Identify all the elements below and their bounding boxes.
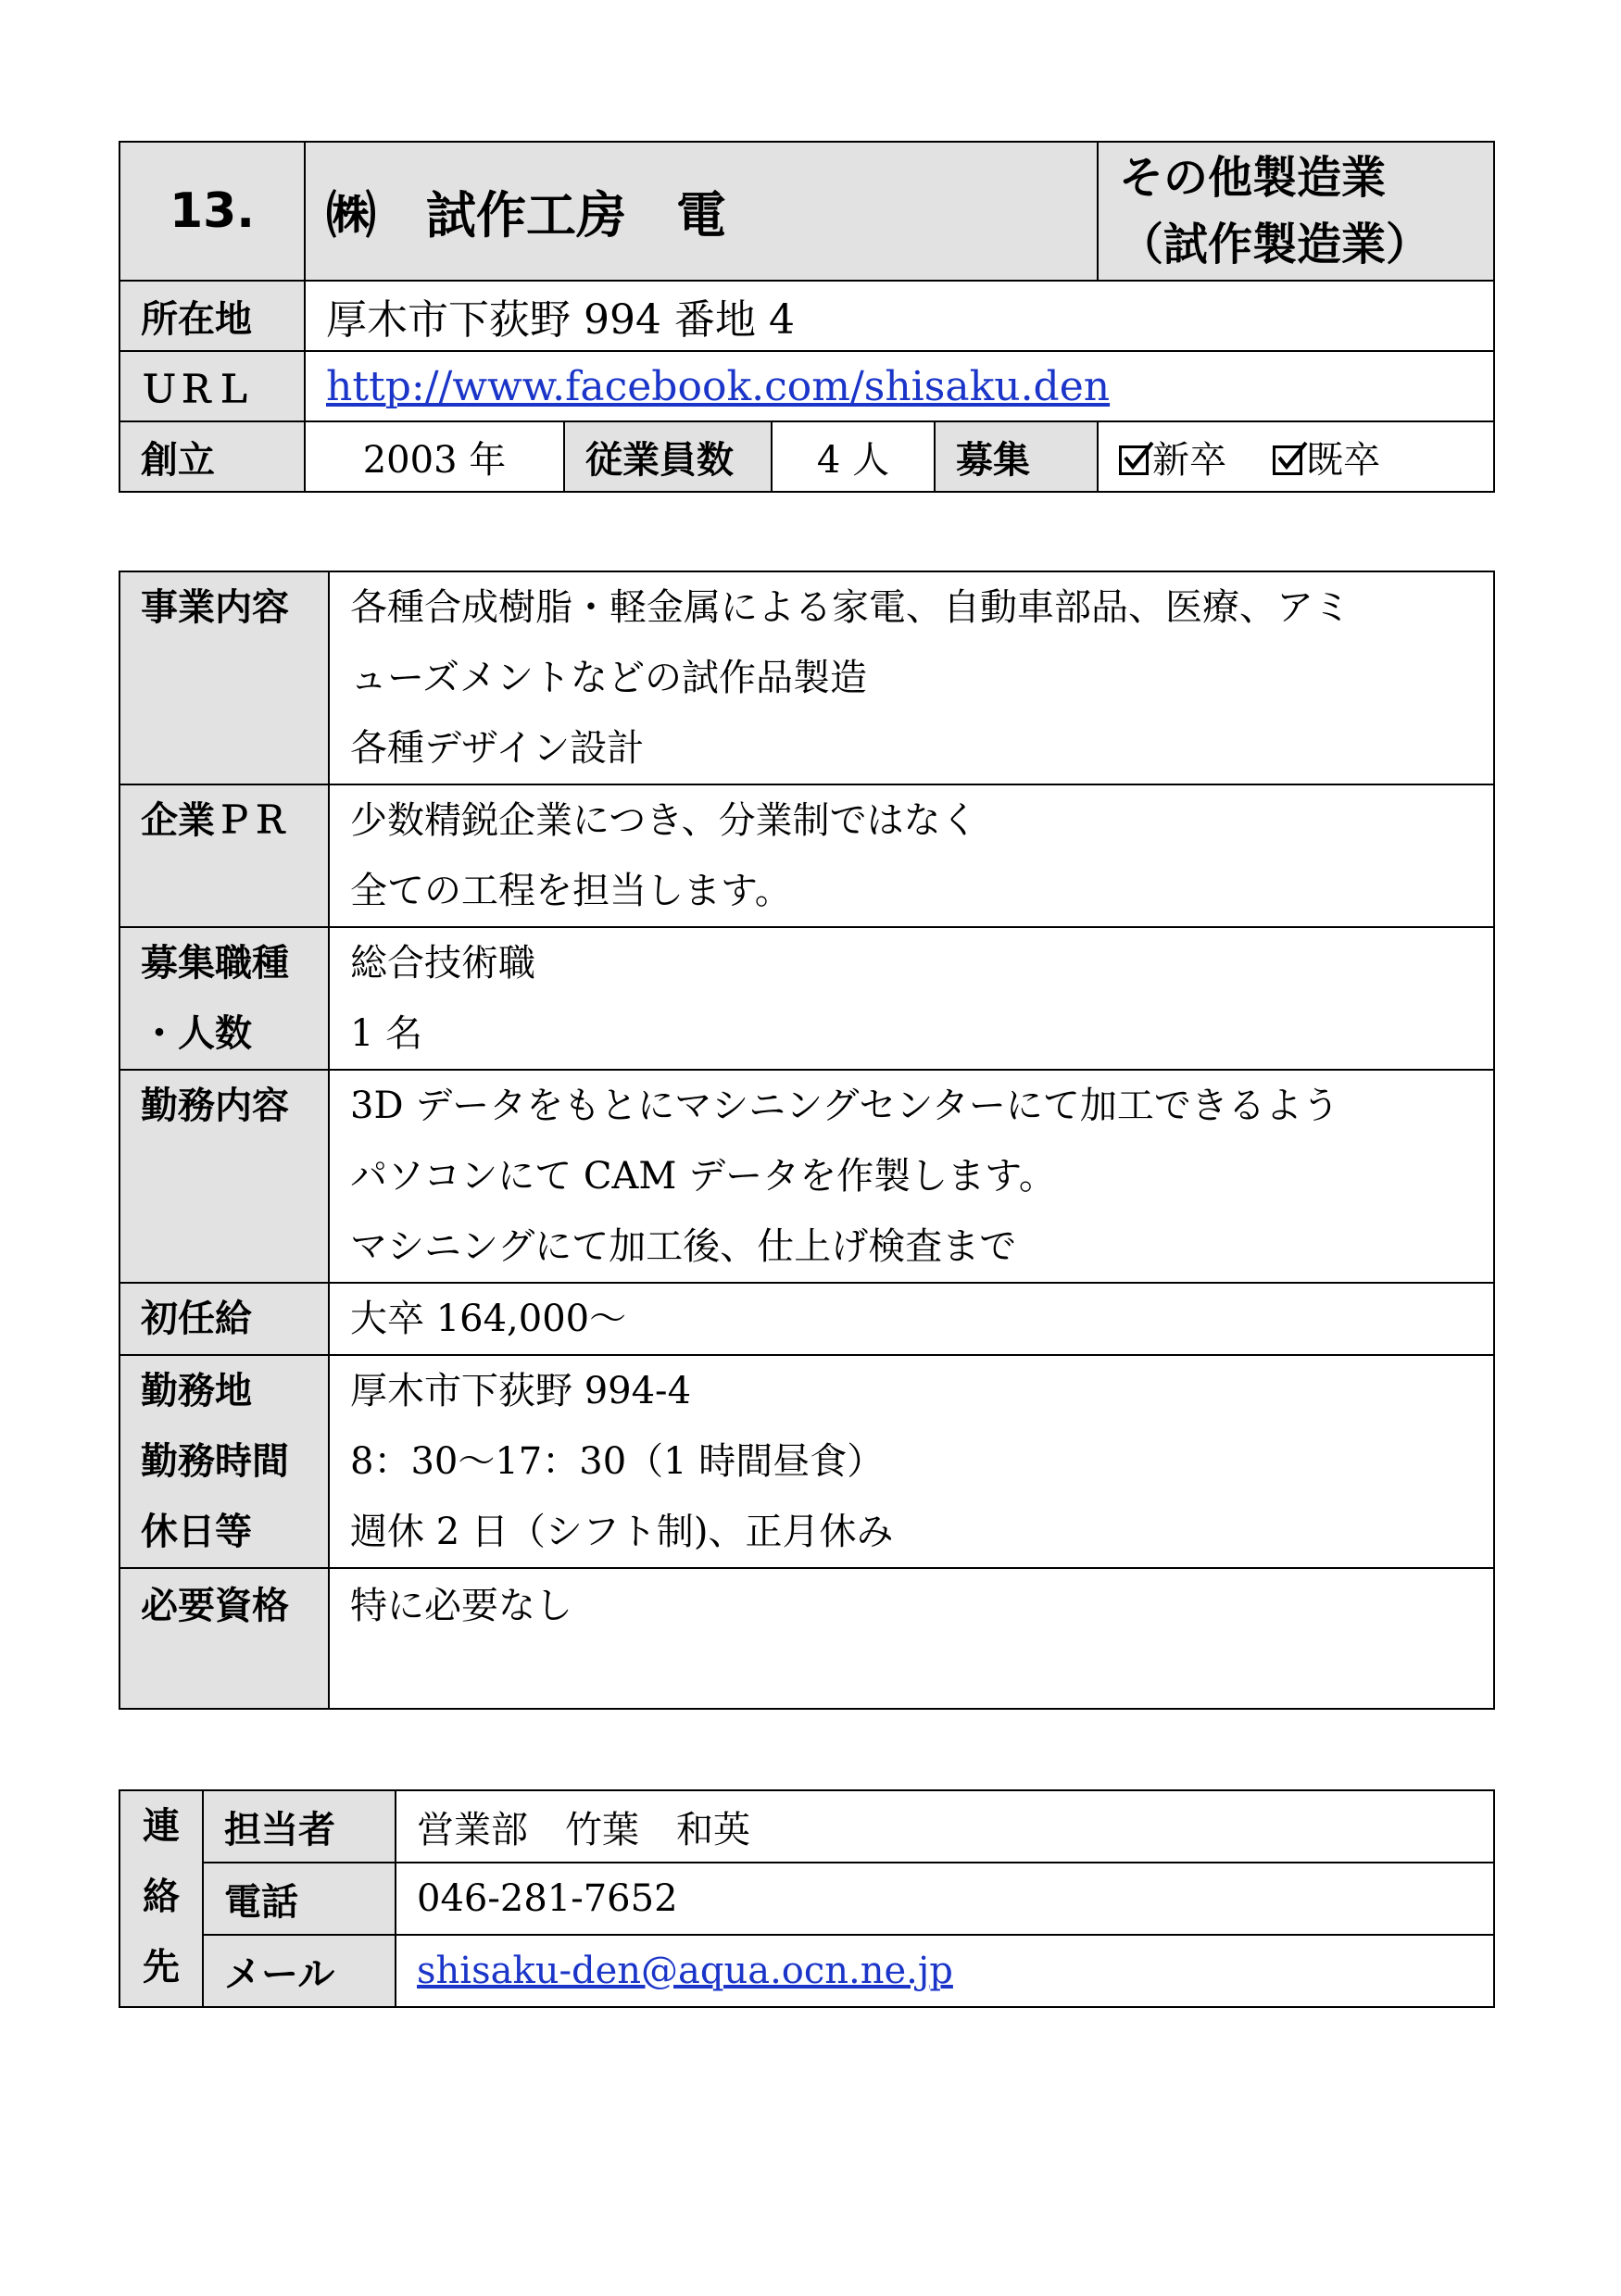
person-value: 営業部 竹葉 和英	[396, 1790, 1494, 1863]
work-value	[329, 1355, 1494, 1568]
qualification-label: 必要資格	[119, 1568, 329, 1709]
url-cell	[305, 351, 1494, 421]
pr-line: 全ての工程を担当します。	[350, 870, 792, 912]
recruit-label: 募集	[935, 421, 1098, 492]
pr-value	[329, 784, 1494, 927]
industry-line-1: その他製造業	[1119, 152, 1387, 204]
founded-label: 創立	[119, 421, 305, 492]
recruit-mid-label: 既卒	[1306, 438, 1380, 482]
url-link[interactable]: http://www.facebook.com/shisaku.den	[326, 362, 1111, 410]
details-table	[119, 571, 1495, 1710]
work-label: 勤務地 勤務時間 休日等	[119, 1355, 329, 1568]
recruit-options	[1098, 421, 1494, 492]
mail-link[interactable]: shisaku-den@aqua.ocn.ne.jp	[417, 1950, 953, 1992]
phone-value: 046-281-7652	[396, 1863, 1494, 1935]
url-label: ＵＲＬ	[119, 351, 305, 421]
work-line: 週休 2 日（シフト制)、正月休み	[350, 1511, 894, 1553]
person-label: 担当者	[203, 1790, 396, 1863]
pr-label: 企業ＰＲ	[119, 784, 329, 927]
duty-line: パソコンにて CAM データを作製します。	[350, 1155, 1056, 1198]
company-name: ㈱ 試作工房 電	[305, 142, 1098, 281]
pr-line: 少数精鋭企業につき、分業制ではなく	[350, 799, 978, 842]
recruit-new-label: 新卒	[1152, 438, 1226, 482]
phone-label: 電話	[203, 1863, 396, 1935]
employees-label: 従業員数	[564, 421, 772, 492]
business-line: 各種合成樹脂・軽金属による家電、自動車部品、医療、アミ	[350, 586, 1351, 629]
contact-table	[119, 1789, 1495, 2008]
duty-line: 3D データをもとにマシニングセンターにて加工できるよう	[350, 1085, 1339, 1127]
industry-line-2: （試作製造業）	[1119, 219, 1431, 270]
business-value	[329, 571, 1494, 784]
position-value	[329, 927, 1494, 1070]
contact-label: 連 絡 先	[119, 1790, 203, 2007]
salary-value: 大卒 164,000～	[329, 1283, 1494, 1355]
position-label: 募集職種 ・人数	[119, 927, 329, 1070]
business-line: ューズメントなどの試作品製造	[350, 657, 867, 699]
position-line: 1 名	[350, 1012, 423, 1055]
checked-box-icon	[1119, 445, 1149, 475]
business-line: 各種デザイン設計	[350, 727, 645, 770]
address-value: 厚木市下荻野 994 番地 4	[305, 281, 1494, 351]
founded-value: 2003 年	[305, 421, 564, 492]
duty-value	[329, 1070, 1494, 1283]
qualification-value: 特に必要なし	[329, 1568, 1494, 1709]
mail-label: メール	[203, 1935, 396, 2007]
mail-cell	[396, 1935, 1494, 2007]
work-line: 8：30～17：30（1 時間昼食）	[350, 1440, 885, 1483]
checked-box-icon	[1273, 445, 1302, 475]
duty-line: マシニングにて加工後、仕上げ検査まで	[350, 1225, 1017, 1268]
position-line: 総合技術職	[350, 942, 535, 985]
address-label: 所在地	[119, 281, 305, 351]
company-header-table	[119, 141, 1495, 493]
duty-label: 勤務内容	[119, 1070, 329, 1283]
industry	[1098, 142, 1494, 281]
business-label: 事業内容	[119, 571, 329, 784]
salary-label: 初任給	[119, 1283, 329, 1355]
employees-value: 4 人	[772, 421, 935, 492]
work-line: 厚木市下荻野 994-4	[350, 1370, 692, 1412]
company-number: 13.	[119, 142, 305, 281]
